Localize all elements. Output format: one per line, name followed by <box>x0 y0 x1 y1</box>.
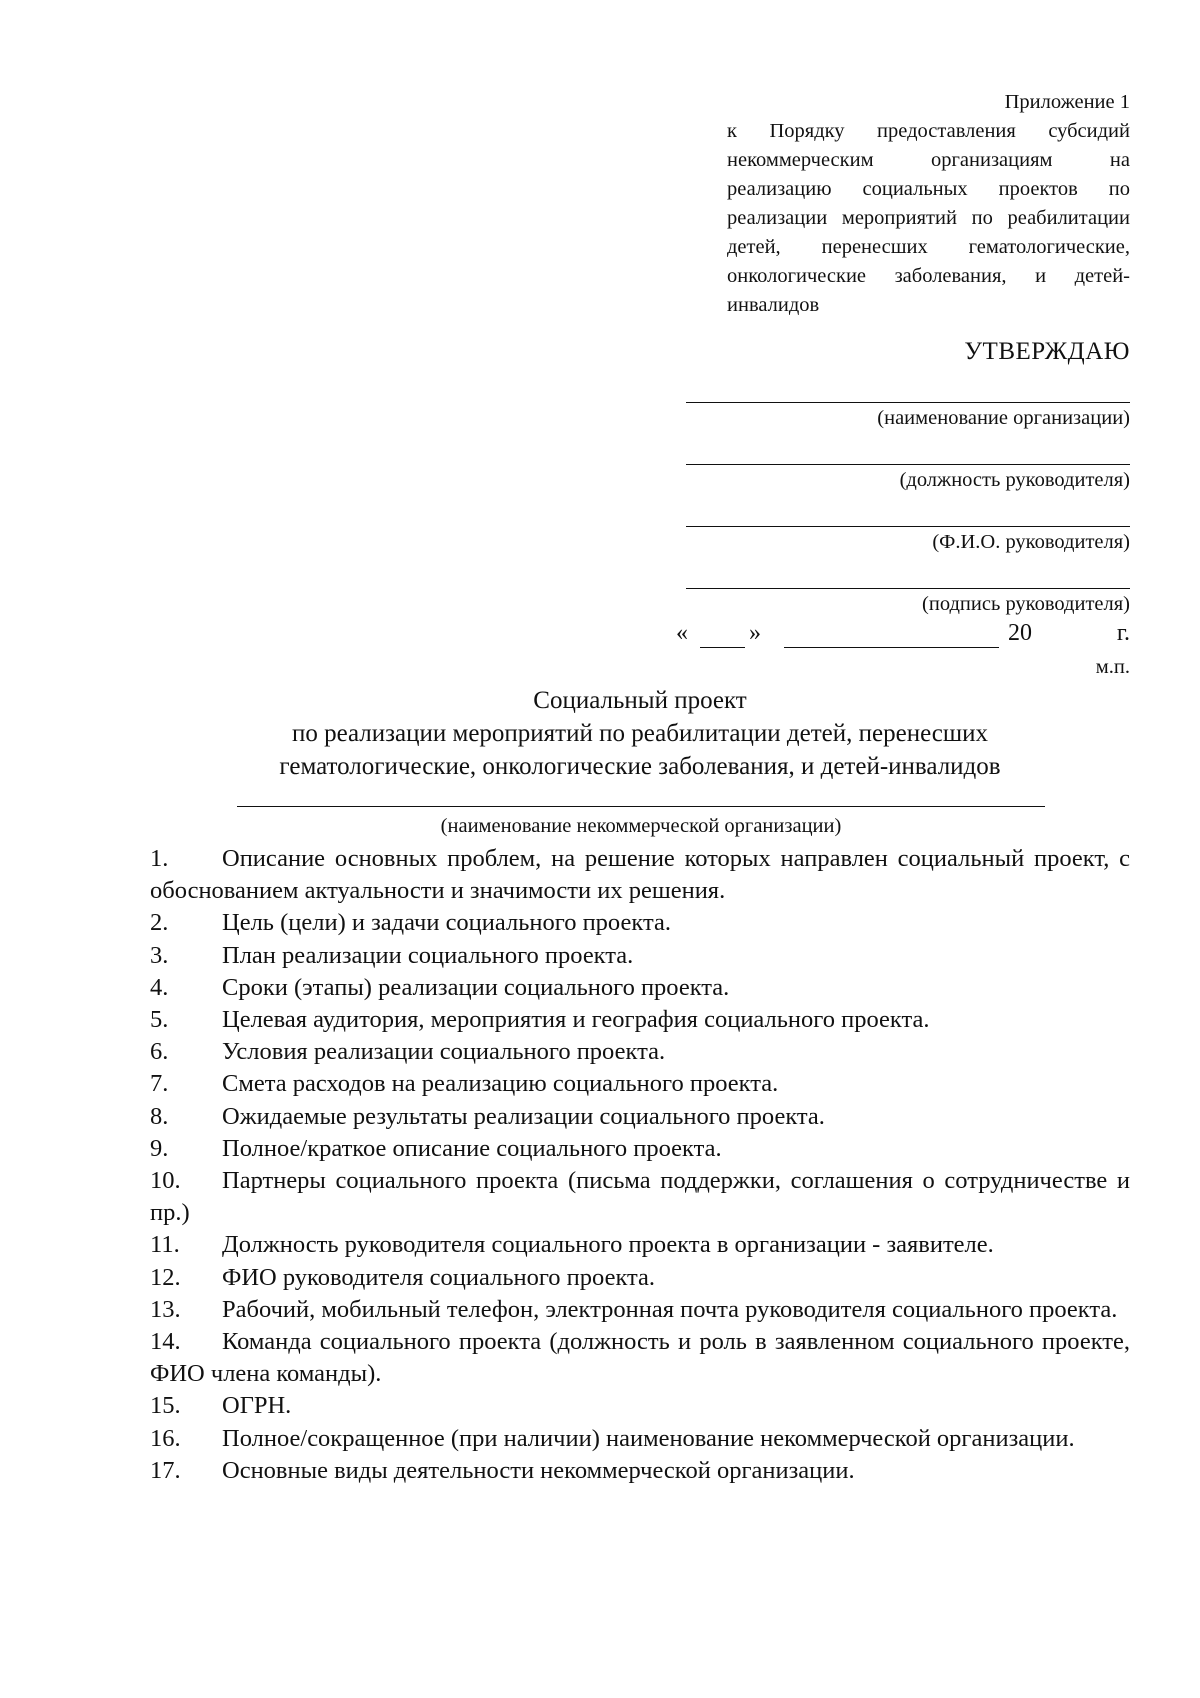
title-line-1: Социальный проект <box>533 687 747 714</box>
list-item-text: Полное/сокращенное (при наличии) наименование некоммерческой организации. <box>222 1424 1075 1452</box>
list-item <box>150 1133 1130 1165</box>
list-item-text: ФИО руководителя социального проекта. <box>222 1263 656 1291</box>
list-item-number: 1. <box>150 845 169 872</box>
list-item-text: Полное/краткое описание социального проекта. <box>222 1134 722 1162</box>
title-line-2: по реализации мероприятий по реабилитации детей, перенесших <box>291 720 989 747</box>
list-item-text: План реализации социального проекта. <box>222 941 634 969</box>
list-item-number: 3. <box>150 941 169 969</box>
appendix-text: к Порядку предоставления субсидий некоммерческим организациям на реализацию социальных проектов по реализации мероприятий по реабилитации детей, перенесших гематологические, онкологические заболевания, и детей-инвалидов <box>727 120 1130 316</box>
list-item <box>150 1229 1130 1261</box>
approval-date-row <box>676 620 1130 654</box>
title-line-3: гематологические, онкологические заболевания, и детей-инвалидов <box>279 753 1001 780</box>
list-item-number: 14. <box>150 1328 181 1356</box>
date-year-suffix: г. <box>1116 620 1130 646</box>
document-title <box>150 684 1130 783</box>
list-item-text: Условия реализации социального проекта. <box>222 1038 666 1066</box>
list-item-text: Должность руководителя социального проекта в организации - заявителе. <box>222 1231 994 1259</box>
org-name-caption: (наименование организации) <box>877 407 1130 429</box>
list-item-text: Смета расходов на реализацию социального проекта. <box>222 1070 779 1098</box>
requirements-list <box>150 843 1130 1487</box>
list-item-text: Целевая аудитория, мероприятия и география социального проекта. <box>222 1006 930 1034</box>
appendix-number: Приложение 1 <box>1004 91 1130 113</box>
org-name-line <box>686 402 1130 403</box>
list-item <box>150 972 1130 1004</box>
list-item <box>150 1101 1130 1133</box>
full-name-line <box>686 526 1130 527</box>
approval-title: УТВЕРЖДАЮ <box>964 338 1130 365</box>
list-item-text: Партнеры социального проекта (письма поддержки, соглашения о сотрудничестве и пр.) <box>150 1167 1130 1227</box>
list-item-number: 9. <box>150 1134 169 1162</box>
list-item-number: 6. <box>150 1038 169 1066</box>
list-item-number: 8. <box>150 1102 169 1130</box>
list-item-text: Цель (цели) и задачи социального проекта. <box>222 909 671 937</box>
signature-line <box>686 588 1130 589</box>
nko-name-line <box>237 806 1045 807</box>
date-day-blank <box>700 647 745 648</box>
list-item-number: 17. <box>150 1456 181 1484</box>
list-item <box>150 1390 1130 1422</box>
list-item <box>150 1036 1130 1068</box>
position-line <box>686 464 1130 465</box>
date-close-quote: » <box>749 620 761 646</box>
list-item-number: 11. <box>150 1231 180 1259</box>
list-item-text: Основные виды деятельности некоммерческой организации. <box>222 1456 855 1484</box>
list-item <box>150 907 1130 939</box>
list-item-text: Описание основных проблем, на решение которых направлен социальный проект, с обоснованием актуальности и значимости их решения. <box>150 845 1130 905</box>
list-item-number: 15. <box>150 1392 181 1420</box>
list-item-number: 16. <box>150 1424 181 1452</box>
date-year-prefix: 20 <box>1008 620 1032 646</box>
list-item <box>150 1423 1130 1455</box>
stamp-place: м.п. <box>1095 656 1130 678</box>
position-caption: (должность руководителя) <box>899 469 1130 491</box>
list-item-text: Ожидаемые результаты реализации социального проекта. <box>222 1102 825 1130</box>
list-item <box>150 1165 1130 1229</box>
appendix-block <box>727 88 1130 320</box>
list-item-text: Сроки (этапы) реализации социального проекта. <box>222 973 730 1001</box>
list-item <box>150 1068 1130 1100</box>
list-item-text: Команда социального проекта (должность и роль в заявленном социального проекте, ФИО члена команды). <box>150 1328 1130 1388</box>
full-name-caption: (Ф.И.О. руководителя) <box>932 531 1130 553</box>
list-item <box>150 1004 1130 1036</box>
list-item-number: 10. <box>150 1167 181 1195</box>
list-item-number: 12. <box>150 1263 181 1291</box>
list-item <box>150 1326 1130 1390</box>
list-item-number: 7. <box>150 1070 169 1098</box>
list-item <box>150 940 1130 972</box>
list-item-text: Рабочий, мобильный телефон, электронная почта руководителя социального проекта. <box>222 1295 1118 1323</box>
list-item <box>150 1262 1130 1294</box>
signature-caption: (подпись руководителя) <box>922 593 1130 615</box>
nko-name-caption: (наименование некоммерческой организации) <box>440 815 842 837</box>
list-item-number: 4. <box>150 973 169 1001</box>
list-item-number: 13. <box>150 1295 181 1323</box>
date-open-quote: « <box>676 620 688 646</box>
list-item-text: ОГРН. <box>222 1392 292 1420</box>
list-item <box>150 1294 1130 1326</box>
list-item <box>150 843 1130 907</box>
list-item-number: 5. <box>150 1006 169 1034</box>
list-item-number: 2. <box>150 909 169 937</box>
list-item <box>150 1455 1130 1487</box>
date-month-blank <box>784 647 999 648</box>
